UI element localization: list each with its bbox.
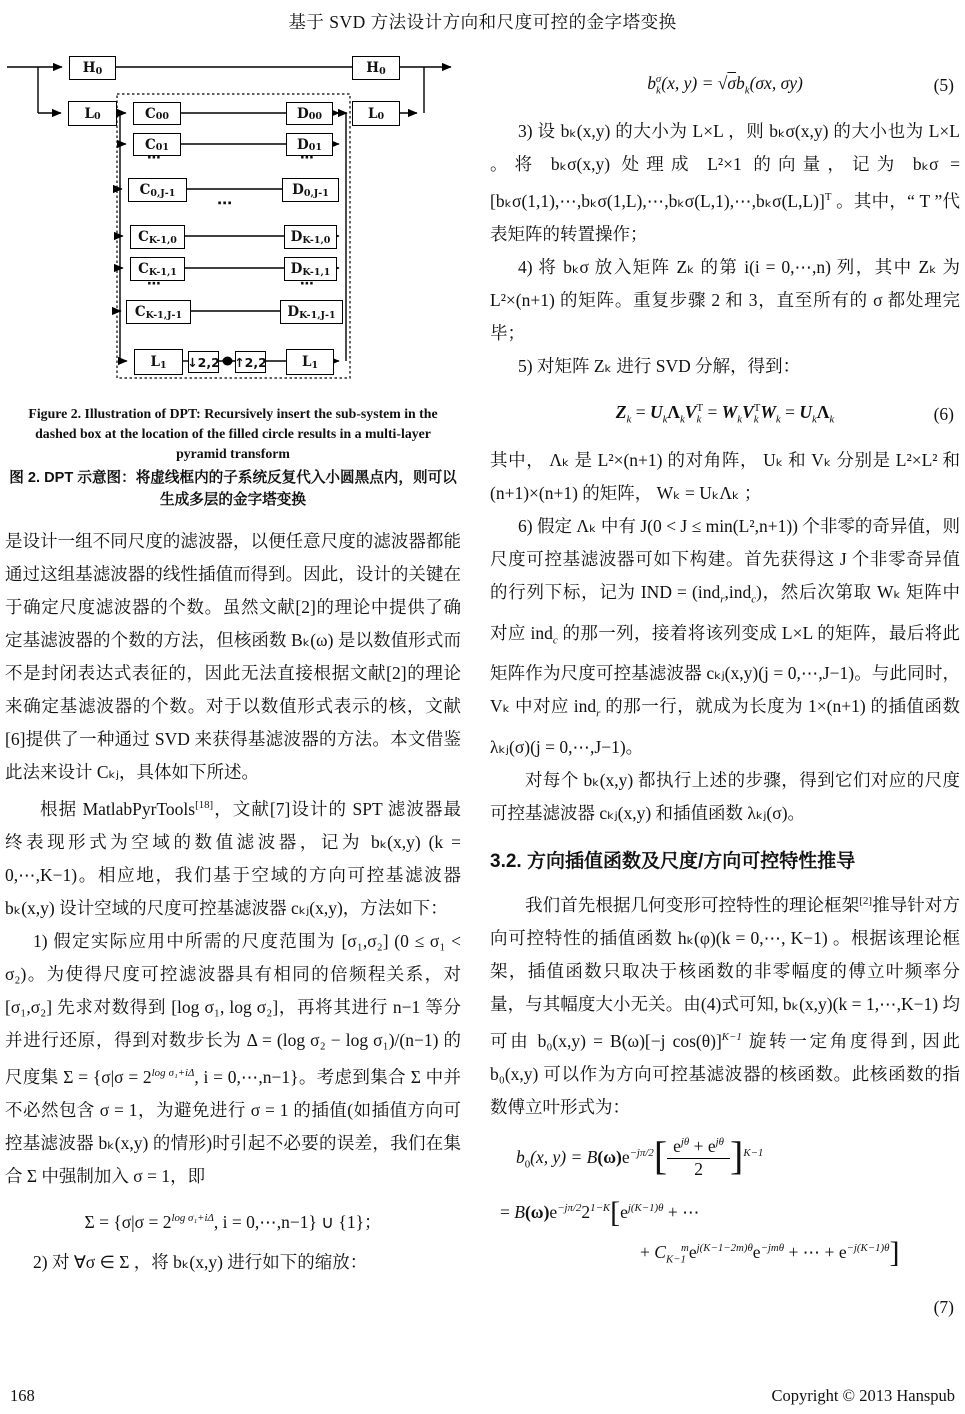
equation-6: $Z_k = U_k\Lambda_kV_k^T = W_kV_k^TW_k = U_k\Lambda_k$ (6) bbox=[490, 393, 960, 434]
paragraph-step-3: 3) 设 bₖ(x,y) 的大小为 L×L ，则 bₖσ(x,y) 的大小也为 L×L 。将 bₖσ(x,y) 处理成 L²×1 的向量，记为 bₖσ = [bₖσ(1,1),⋯,bₖσ(1,L),⋯,bₖσ(L,1),⋯,bₖσ(L,L)]$^T$ 。其中，“ T ”代表矩阵的转置操作； bbox=[490, 121, 960, 245]
equation-7 bbox=[490, 1133, 960, 1324]
ellipsis: ⋯ bbox=[300, 277, 315, 292]
equation-7-line-3: + $C_{K-1}^me^{j(K-1-2m)\theta}e^{-jm\theta}$ + ⋯ + $e^{-j(K-1)\theta}$] bbox=[640, 1235, 900, 1269]
right-column bbox=[490, 54, 960, 1324]
paragraph-step-1: 1) 假定实际应用中所需的尺度范围为 [σ₁,σ₂] (0 ≤ σ₁ < σ₂)。为使得尺度可控滤波器具有相同的倍频程关系，对 [σ₁,σ₂] 先求对数得到 [log σ₁, log σ₂]，再将其进行 n−1 等分并进行还原，得到对数步长为 Δ = (log σ₂ − log σ₁)/(n−1) 的尺度集 $\Sigma = \{\sigma|\sigma = 2^{log \sigma_1+i\Delta}$, i = 0,⋯,n−1}。考虑到集合 Σ 中并不必然包含 σ = 1，为避免进行 σ = 1 的插值(如插值方向可控基滤波器 bₖ(x,y) 的情形)时引起不必要的误差，我们在集合 Σ 中强制加入 σ = 1，即 bbox=[5, 930, 461, 1186]
page-number: 168 bbox=[10, 1386, 35, 1405]
filter-box-ck0: C $_{K-1,0}$ bbox=[130, 225, 185, 249]
ellipsis: ⋯ bbox=[217, 196, 233, 212]
filter-box-h0-right: H $_0$ bbox=[352, 56, 400, 80]
filter-box-h0-left bbox=[69, 56, 116, 80]
page-title: 基于 SVD 方法设计方向和尺度可控的金字塔变换 bbox=[288, 12, 677, 32]
equation-number: (7) bbox=[933, 1297, 954, 1318]
figure-caption-zh: 图 2. DPT 示意图：将虚线框内的子系统反复代入小圆黑点内，则可以生成多层的金字塔变换 bbox=[9, 470, 457, 508]
paragraph-step-6: 6) 假定 Λₖ 中有 J(0 < J ≤ min(L²,n+1)) 个非零的奇异值，则尺度可控基滤波器可如下构建。首先获得这 J 个非零奇异值的行列下标，记为 IND = (ind$_r$,ind$_c$)，然后次第取 Wₖ 矩阵中对应 ind$_c$ 的那一列，接着将该列变成 L×L 的矩阵，最后将此矩阵作为尺度可控基滤波器 cₖⱼ(x,y)(j = 0,⋯,J−1)。与此同时， Vₖ 中对应 ind$_r$ 的那一行，就成为长度为 1×(n+1) 的插值函数 λₖⱼ(σ)(j = 0,⋯,J−1)。 bbox=[490, 516, 960, 757]
equation-sigma: $\Sigma = \{\sigma|\sigma = 2^{log \sigma_1+i\Delta}$, i = 0,⋯,n−1} ∪ {1}； bbox=[84, 1211, 382, 1232]
ellipsis: ⋯ bbox=[147, 151, 162, 166]
filter-box-d00: D $_{00}$ bbox=[286, 102, 333, 125]
section-heading-3-2: 3.2. 方向插值函数及尺度/方向可控特性推导 bbox=[490, 850, 856, 872]
equation-7-line-1: $b_0(x$, $y) = B(\omega)e^{-j\pi/2}$[ $\frac{e^{j\theta} + e^{j\theta}}{2}$ ]$^{K-1}$ bbox=[516, 1133, 764, 1179]
filter-box-dk1: D $_{K-1,1}$ bbox=[284, 257, 337, 281]
fraction: $\frac{e^{j\theta} + e^{j\theta}}{2}$ bbox=[667, 1136, 730, 1181]
paragraph: 是设计一组不同尺度的滤波器，以便任意尺度的滤波器都能通过这组基滤波器的线性插值而得到。因此，设计的关键在于确定尺度滤波器的个数。虽然文献[2]的理论中提供了确定基滤波器的个数的方法，但核函数 Bₖ(ω) 是以数值形式而不是封闭表达式表征的，因此无法直接根据文献[2]的理论来确定基滤波器的个数。对于以数值形式表示的核，文献[6]提供了一种通过 SVD 来获得基滤波器的方法。本文借鉴此法来设计 Cₖⱼ，具体如下所述。 bbox=[5, 531, 461, 782]
filter-box-c0j: C $_{0,J-1}$ bbox=[128, 178, 187, 202]
copyright: Copyright © 2013 Hanspub bbox=[771, 1386, 955, 1405]
upsample-box: ↑2,2 bbox=[235, 351, 266, 373]
figure-caption-en: Figure 2. Illustration of DPT: Recursively insert the sub-system in the dashed box at the location of the filled circle results in a multi-layer pyramid transform bbox=[28, 406, 438, 461]
figure-2-diagram bbox=[5, 54, 465, 392]
paragraph-step-4: 4) 将 bₖσ 放入矩阵 Zₖ 的第 i(i = 0,⋯,n) 列，其中 Zₖ 为 L²×(n+1) 的矩阵。重复步骤 2 和 3，直至所有的 σ 都处理完毕； bbox=[490, 257, 960, 344]
citation-2: [2] bbox=[859, 894, 873, 907]
box-label: H bbox=[82, 60, 96, 76]
filter-box-d01: D $_{01}$ bbox=[286, 133, 333, 156]
filter-box-l1-left: L $_1$ bbox=[134, 349, 183, 375]
figure-caption bbox=[5, 404, 461, 511]
two-column-layout bbox=[0, 54, 965, 1324]
paragraph-step-2: 2) 对 ∀σ ∈ Σ ，将 bₖ(x,y) 进行如下的缩放： bbox=[33, 1252, 368, 1273]
filter-box-l0-right: L $_0$ bbox=[352, 101, 400, 126]
paragraph: 对每个 bₖ(x,y) 都执行上述的步骤，得到它们对应的尺度可控基滤波器 cₖⱼ(x,y) 和插值函数 λₖⱼ(σ)。 bbox=[490, 769, 960, 823]
filter-box-l1-right: L $_1$ bbox=[286, 349, 334, 375]
equation-number: (6) bbox=[933, 403, 954, 424]
filter-box-d0j: D $_{0,J-1}$ bbox=[282, 178, 339, 202]
equation-7-line-2: = $B(\omega)e^{-j\pi/2}2^{1-K}[e^{j(K-1)\theta}$ + ⋯ bbox=[500, 1195, 700, 1229]
left-column bbox=[5, 54, 461, 1324]
filter-box-c01: C $_{01}$ bbox=[133, 133, 181, 156]
filter-box-ckj: C $_{K-1,J-1}$ bbox=[126, 300, 191, 324]
equation-5: $b_k^\sigma(x$, $y) = √\sigma b_k(\sigma x$, σy) (5) bbox=[490, 64, 960, 105]
ellipsis: ⋯ bbox=[147, 277, 162, 292]
page-footer bbox=[10, 1386, 955, 1406]
filter-box-dk0: D $_{K-1,0}$ bbox=[284, 225, 337, 249]
paragraph-step-5: 5) 对矩阵 Zₖ 进行 SVD 分解，得到： bbox=[518, 356, 801, 377]
filter-box-l0-left: L $_0$ bbox=[68, 101, 117, 126]
downsample-box: ↓2,2 bbox=[188, 351, 219, 373]
paragraph: 根据 MatlabPyrTools[18]，文献[7]设计的 SPT 滤波器最终表现形式为空域的数值滤波器，记为 bₖ(x,y) (k = 0,⋯,K−1)。相应地，我们基于空域的方向可控基滤波器 bₖ(x,y) 设计空域的尺度可控基滤波器 cₖⱼ(x,y)，方法如下： bbox=[5, 798, 461, 918]
filter-box-ck1: C $_{K-1,1}$ bbox=[130, 257, 185, 281]
box-label-sub: 0 bbox=[95, 65, 103, 77]
ellipsis: ⋯ bbox=[300, 151, 315, 166]
paragraph: 我们首先根据几何变形可控特性的理论框架[2]推导针对方向可控特性的插值函数 hₖ(φ)(k = 0,⋯, K−1) 。根据该理论框架，插值函数只取决于核函数的非零幅度的傅立叶频率分量，与其幅度大小无关。由(4)式可知, bₖ(x,y)(k = 1,⋯,K−1) 均可由 b₀(x,y) = B(ω)[−j cos(θ)]$^{K-1}$ 旋转一定角度得到, 因此 b₀(x,y) 可以作为方向可控基滤波器的核函数。此核函数的指数傅立叶形式为： bbox=[490, 894, 961, 1117]
filter-box-c00: C $_{00}$ bbox=[133, 102, 181, 125]
equation-number: (5) bbox=[933, 74, 954, 95]
paragraph: 其中， Λₖ 是 L²×(n+1) 的对角阵， Uₖ 和 Vₖ 分别是 L²×L² 和 (n+1)×(n+1) 的矩阵， Wₖ = UₖΛₖ ； bbox=[490, 450, 960, 504]
filter-box-dkj: D $_{K-1,J-1}$ bbox=[280, 300, 343, 324]
citation-18: [18] bbox=[195, 799, 214, 811]
